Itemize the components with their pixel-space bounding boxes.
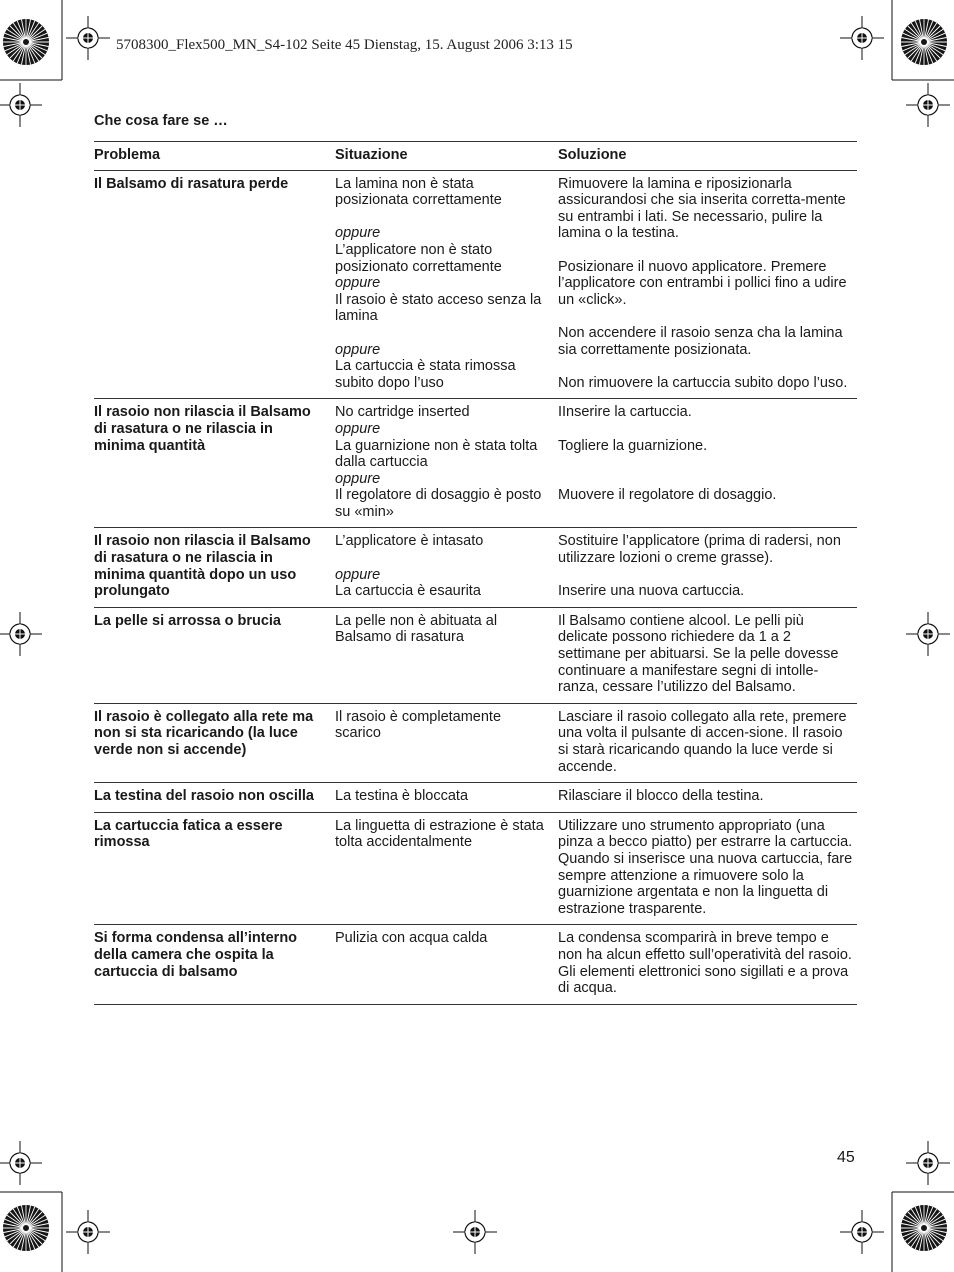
solution-text: Togliere la guarnizione. <box>558 437 708 454</box>
solution-cell <box>558 812 857 925</box>
table-row <box>94 703 857 782</box>
solution-cell <box>558 607 857 703</box>
page-number: 45 <box>837 1149 855 1166</box>
situation-text: La pelle non è abituata al Balsamo di rasatura <box>335 612 498 646</box>
table-row <box>94 399 857 528</box>
situation-text: La cartuccia è stata rimossa subito dopo l’uso <box>335 358 516 391</box>
situation-text: Il rasoio è completamente scarico <box>335 708 502 742</box>
solution-text: Non rimuovere la cartuccia subito dopo l’uso. <box>558 374 848 391</box>
problem-cell: La cartuccia fatica a essere rimossa <box>94 812 335 925</box>
solution-text: Inserire una nuova cartuccia. <box>558 583 745 600</box>
situation-cell <box>335 783 558 813</box>
solution-text: Muovere il regolatore di dosaggio. <box>558 487 777 504</box>
situation-text: La testina è bloccata <box>335 788 469 805</box>
solution-cell <box>558 703 857 782</box>
situation-text: Il regolatore di dosaggio è posto su «min» <box>335 487 542 520</box>
situation-text: Il rasoio è stato acceso senza la lamina <box>335 291 542 325</box>
or-label: oppure <box>335 225 381 242</box>
problem-cell: La testina del rasoio non oscilla <box>94 783 335 813</box>
situation-text: No cartridge inserted <box>335 404 470 421</box>
problem-cell: Il Balsamo di rasatura perde <box>94 170 335 399</box>
solution-text: Sostituire l’applicatore (prima di radersi, non utilizzare lozioni o creme grasse). <box>558 533 841 567</box>
solution-cell <box>558 528 857 607</box>
situation-cell <box>335 607 558 703</box>
solution-text: Non accendere il rasoio senza cha la lamina sia correttamente posizionata. <box>558 324 843 358</box>
situation-text: La guarnizione non è stata tolta dalla cartuccia <box>335 437 538 471</box>
header-problem: Problema <box>94 142 335 171</box>
or-label: oppure <box>335 470 381 487</box>
table-row <box>94 812 857 925</box>
or-label: oppure <box>335 275 381 292</box>
section-title: Che cosa fare se … <box>94 113 228 129</box>
header-solution: Soluzione <box>558 142 857 171</box>
table-row <box>94 170 857 399</box>
solution-cell <box>558 925 857 1004</box>
situation-cell <box>335 170 558 399</box>
situation-text: La linguetta di estrazione è stata tolta accidentalmente <box>335 817 544 851</box>
table-row <box>94 783 857 813</box>
or-label: oppure <box>335 566 381 583</box>
problem-cell: Il rasoio non rilascia il Balsamo di rasatura o ne rilascia in minima quantità <box>94 399 335 528</box>
situation-text: Pulizia con acqua calda <box>335 930 488 947</box>
solution-cell <box>558 783 857 813</box>
solution-text: Posizionare il nuovo applicatore. Premere l’applicatore con entrambi i pollici fino a udire un «click». <box>558 258 847 308</box>
solution-text: Rilasciare il blocco della testina. <box>558 788 764 805</box>
table-row <box>94 607 857 703</box>
table-row <box>94 925 857 1004</box>
situation-cell <box>335 812 558 925</box>
table-row <box>94 528 857 607</box>
solution-cell <box>558 399 857 528</box>
solution-text: Lasciare il rasoio collegato alla rete, premere una volta il pulsante di accen-sione. Il rasoio si starà ricaricando quando la luce verde si accende. <box>558 708 847 775</box>
solution-text: La condensa scomparirà in breve tempo e non ha alcun effetto sull’operatività del rasoio. Gli elementi elettronici sono sigillati e a prova di acqua. <box>558 930 852 997</box>
situation-cell <box>335 925 558 1004</box>
or-label: oppure <box>335 420 381 437</box>
table-header-row <box>94 142 857 171</box>
situation-cell <box>335 399 558 528</box>
situation-text: La cartuccia è esaurita <box>335 583 481 600</box>
problem-cell: La pelle si arrossa o brucia <box>94 607 335 703</box>
situation-cell <box>335 528 558 607</box>
problem-cell: Il rasoio è collegato alla rete ma non si sta ricaricando (la luce verde non si accende) <box>94 703 335 782</box>
solution-text: Utilizzare uno strumento appropriato (una pinza a becco piatto) per estrarre la cartuccia. Quando si inserisce una nuova cartuccia, fare sempre attenzione a rimuovere solo la guarnizione argentata e non la linguetta di estrazione trasparente. <box>558 817 853 917</box>
situation-text: L’applicatore è intasato <box>335 533 484 550</box>
solution-text: Rimuovere la lamina e riposizionarla assicurandosi che sia inserita corretta-mente su entrambi i lati. Se necessario, pulire la lamina o la testina. <box>558 175 846 242</box>
problem-cell: Il rasoio non rilascia il Balsamo di rasatura o ne rilascia in minima quantità dopo un uso prolungato <box>94 528 335 607</box>
solution-cell <box>558 170 857 399</box>
solution-text: Il Balsamo contiene alcool. Le pelli più delicate possono richiedere da 1 a 2 settimane per abituarsi. Se la pelle dovesse continuare a manifestare segni di intolle-ranza, cessare l’utilizzo del Balsamo. <box>558 612 839 696</box>
or-label: oppure <box>335 341 381 358</box>
situation-text: La lamina non è stata posizionata correttamente <box>335 175 502 209</box>
troubleshooting-table <box>94 141 857 1005</box>
header-situation: Situazione <box>335 142 558 171</box>
problem-cell: Si forma condensa all’interno della camera che ospita la cartuccia di balsamo <box>94 925 335 1004</box>
situation-cell <box>335 703 558 782</box>
situation-text: L’applicatore non è stato posizionato correttamente <box>335 241 502 275</box>
print-slug: 5708300_Flex500_MN_S4-102 Seite 45 Dienstag, 15. August 2006 3:13 15 <box>116 37 573 53</box>
solution-text: IInserire la cartuccia. <box>558 404 692 421</box>
